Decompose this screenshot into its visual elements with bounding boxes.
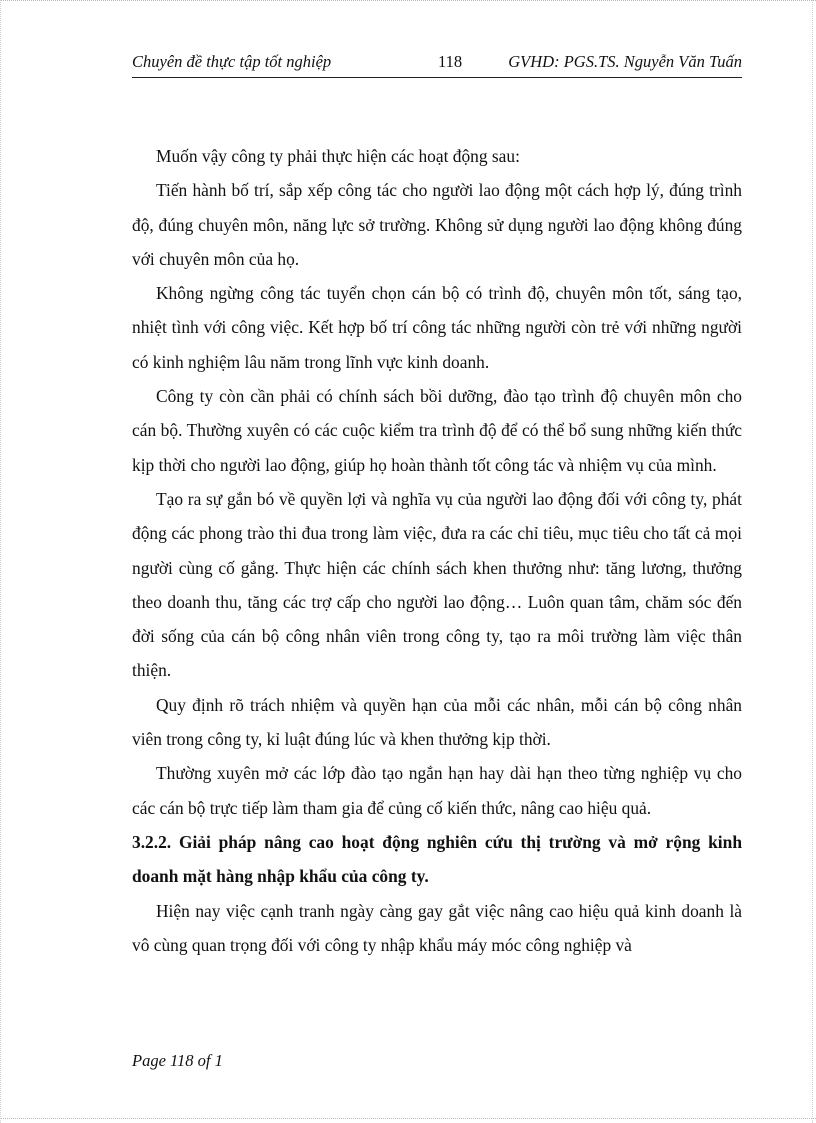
paragraph: Quy định rõ trách nhiệm và quyền hạn của mỗi các nhân, mỗi cán bộ công nhân viên trong công ty, kỉ luật đúng lúc và khen thưởng kịp thời. bbox=[132, 694, 742, 750]
page-border-left bbox=[0, 0, 1, 1123]
paragraph: Hiện nay việc cạnh tranh ngày càng gay gắt việc nâng cao hiệu quả kinh doanh là vô cùng quan trọng đối với công ty nhập khẩu máy móc công nghiệp và bbox=[132, 900, 742, 955]
paragraph: Thường xuyên mở các lớp đào tạo ngắn hạn hay dài hạn theo từng nghiệp vụ cho các cán bộ trực tiếp làm tham gia để củng cố kiến thức, nâng cao hiệu quả. bbox=[132, 763, 742, 818]
paragraph: Công ty còn cần phải có chính sách bồi dưỡng, đào tạo trình độ chuyên môn cho cán bộ. Thường xuyên có các cuộc kiểm tra trình độ để có thể bổ sung những kiến thức kịp thời cho người lao động, giúp họ hoàn thành tốt công tác và nhiệm vụ của mình. bbox=[132, 386, 742, 475]
header-page-number: 118 bbox=[438, 52, 463, 71]
header-advisor: GVHD: PGS.TS. Nguyễn Văn Tuấn bbox=[508, 52, 742, 71]
page-footer: Page 118 of 1 bbox=[132, 1051, 223, 1070]
header-title: Chuyên đề thực tập tốt nghiệp bbox=[132, 52, 332, 71]
page-border-top bbox=[0, 0, 816, 1]
page-header bbox=[132, 50, 742, 76]
document-body bbox=[132, 139, 742, 962]
page-border-bottom bbox=[0, 1118, 816, 1119]
paragraph: Tạo ra sự gắn bó về quyền lợi và nghĩa vụ của người lao động đối với công ty, phát động các phong trào thi đua trong làm việc, đưa ra các chỉ tiêu, mục tiêu cho tất cả mọi người cùng cố gắng. Thực hiện các chính sách khen thưởng như: tăng lương, thưởng theo doanh thu, tăng các trợ cấp cho người lao động… Luôn quan tâm, chăm sóc đến đời sống của cán bộ công nhân viên trong công ty, tạo ra môi trường làm việc thân thiện. bbox=[132, 488, 742, 681]
paragraph: Không ngừng công tác tuyển chọn cán bộ có trình độ, chuyên môn tốt, sáng tạo, nhiệt tình với công việc. Kết hợp bố trí công tác những người còn trẻ với những người có kinh nghiệm lâu năm trong lĩnh vực kinh doanh. bbox=[132, 283, 742, 372]
paragraph: Muốn vậy công ty phải thực hiện các hoạt động sau: bbox=[156, 146, 520, 166]
section-heading: 3.2.2. Giải pháp nâng cao hoạt động nghiên cứu thị trường và mở rộng kinh doanh mặt hàng nhập khẩu của công ty. bbox=[132, 831, 742, 887]
page-border-right bbox=[812, 0, 813, 1123]
paragraph: Tiến hành bố trí, sắp xếp công tác cho người lao động một cách hợp lý, đúng trình độ, đúng chuyên môn, năng lực sở trường. Không sử dụng người lao động không đúng với chuyên môn của họ. bbox=[132, 180, 742, 269]
header-rule bbox=[132, 77, 742, 78]
